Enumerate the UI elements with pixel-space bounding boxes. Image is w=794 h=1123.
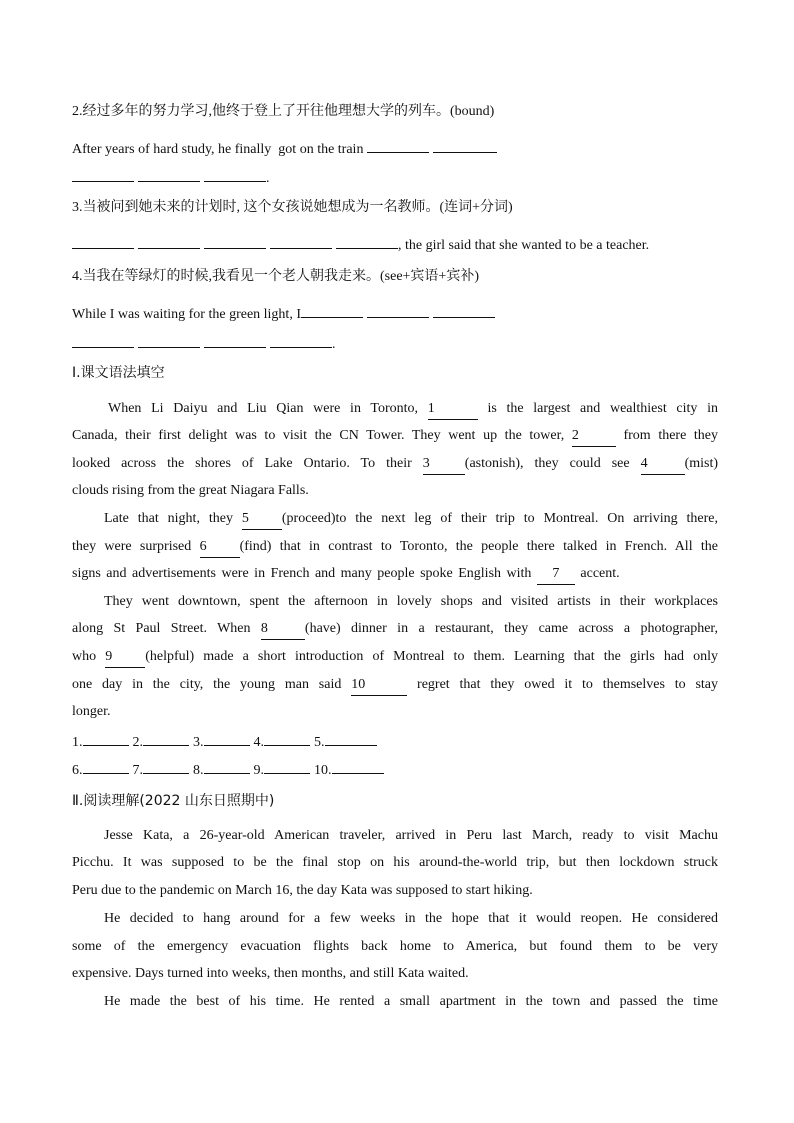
answer-blank[interactable] bbox=[264, 758, 310, 774]
passage-line bbox=[72, 399, 718, 420]
reading-line: Picchu. It was supposed to be the final stop on his around-the-world trip, but then lockdown struck bbox=[72, 855, 718, 870]
passage-line bbox=[72, 619, 718, 640]
gap-blank-8[interactable] bbox=[261, 619, 305, 640]
answer-blank[interactable] bbox=[204, 332, 266, 348]
answer-blank[interactable] bbox=[83, 758, 129, 774]
passage-text: (proceed)to the next leg of their trip to Montreal. On arriving there, bbox=[281, 511, 719, 526]
passage-text: is the largest and wealthiest city in bbox=[487, 401, 718, 416]
passage-line-end: longer. bbox=[72, 704, 111, 719]
answer-label: 9. bbox=[253, 763, 264, 778]
answer-label: 6. bbox=[72, 763, 83, 778]
passage-text: signs and advertisements were in French and many people spoke English with bbox=[72, 566, 532, 581]
answer-blank[interactable] bbox=[433, 302, 495, 318]
gap-blank-9[interactable] bbox=[105, 647, 145, 668]
gap-number: 8 bbox=[260, 621, 268, 636]
answer-blank[interactable] bbox=[301, 302, 363, 318]
passage-line bbox=[72, 454, 718, 475]
passage-text: who bbox=[72, 649, 97, 664]
gap-number: 2 bbox=[571, 428, 579, 443]
q2-answer-line-1 bbox=[72, 137, 501, 160]
gap-number: 6 bbox=[199, 539, 207, 554]
answer-blank[interactable] bbox=[138, 166, 200, 182]
reading-line: expensive. Days turned into weeks, then months, and still Kata waited. bbox=[72, 966, 469, 981]
gap-blank-7[interactable] bbox=[537, 564, 575, 585]
passage-text: from there they bbox=[623, 428, 719, 443]
passage-text: Canada, their first delight was to visit the CN Tower. They went up the tower, bbox=[72, 428, 565, 443]
gap-number: 10 bbox=[351, 677, 366, 692]
answer-row bbox=[72, 758, 384, 781]
answer-blank[interactable] bbox=[336, 233, 398, 249]
passage-text: one day in the city, the young man said bbox=[72, 677, 342, 692]
answer-blank[interactable] bbox=[433, 137, 497, 153]
passage-text: (mist) bbox=[684, 456, 719, 471]
answer-blank[interactable] bbox=[264, 730, 310, 746]
gap-blank-10[interactable] bbox=[351, 675, 407, 696]
gap-number: 1 bbox=[427, 401, 435, 416]
answer-label: 4. bbox=[253, 735, 264, 750]
answer-blank[interactable] bbox=[270, 233, 332, 249]
answer-row bbox=[72, 730, 377, 753]
answer-blank[interactable] bbox=[367, 137, 429, 153]
passage-text: (find) that in contrast to Toronto, the people there talked in French. All the bbox=[239, 539, 718, 554]
reading-line: He made the best of his time. He rented a small apartment in the town and passed the time bbox=[104, 994, 718, 1009]
passage-text: Late that night, they bbox=[104, 511, 233, 526]
passage-text: (astonish), they could see bbox=[464, 456, 630, 471]
reading-line: Peru due to the pandemic on March 16, the day Kata was supposed to start hiking. bbox=[72, 883, 533, 898]
q4-answer-line-1 bbox=[72, 302, 499, 325]
answer-label: 8. bbox=[193, 763, 204, 778]
q4-answer-line-2: . bbox=[72, 332, 336, 355]
reading-line: Jesse Kata, a 26-year-old American traveler, arrived in Peru last March, ready to visit Machu bbox=[104, 828, 718, 843]
answer-label: 10. bbox=[314, 763, 332, 778]
answer-blank[interactable] bbox=[72, 332, 134, 348]
section-2-title: Ⅱ.阅读理解(2022 山东日照期中) bbox=[72, 793, 275, 809]
passage-line bbox=[72, 426, 718, 447]
answer-label: 2. bbox=[132, 735, 143, 750]
answer-blank[interactable] bbox=[138, 233, 200, 249]
gap-number: 4 bbox=[640, 456, 648, 471]
passage-text: regret that they owed it to themselves to stay bbox=[417, 677, 719, 692]
passage-text: (helpful) made a short introduction of Montreal to them. Learning that the girls had only bbox=[145, 649, 718, 664]
answer-blank[interactable] bbox=[367, 302, 429, 318]
gap-blank-3[interactable] bbox=[423, 454, 465, 475]
passage-text: accent. bbox=[580, 566, 620, 581]
passage-line bbox=[72, 675, 718, 696]
answer-blank[interactable] bbox=[270, 332, 332, 348]
answer-label: 3. bbox=[193, 735, 204, 750]
answer-label: 7. bbox=[132, 763, 143, 778]
passage-text: along St Paul Street. When bbox=[72, 621, 251, 636]
answer-blank[interactable] bbox=[204, 166, 266, 182]
gap-blank-4[interactable] bbox=[641, 454, 685, 475]
passage-text: (have) dinner in a restaurant, they came across a photographer, bbox=[304, 621, 719, 636]
gap-blank-1[interactable] bbox=[428, 399, 478, 420]
passage-line bbox=[72, 647, 718, 668]
gap-blank-2[interactable] bbox=[572, 426, 616, 447]
passage-line bbox=[72, 509, 718, 530]
gap-number: 9 bbox=[105, 649, 113, 664]
gap-number: 5 bbox=[241, 511, 249, 526]
passage-line bbox=[72, 564, 620, 585]
reading-line: He decided to hang around for a few weeks in the hope that it would reopen. He considered bbox=[104, 911, 718, 926]
answer-label: 5. bbox=[314, 735, 325, 750]
answer-blank[interactable] bbox=[204, 233, 266, 249]
answer-blank[interactable] bbox=[204, 758, 250, 774]
passage-text: When Li Daiyu and Liu Qian were in Toronto, bbox=[108, 401, 419, 416]
answer-blank[interactable] bbox=[204, 730, 250, 746]
gap-number: 7 bbox=[552, 566, 560, 581]
reading-line: some of the emergency evacuation flights back home to America, but found them to be very bbox=[72, 939, 718, 954]
passage-line bbox=[72, 537, 718, 558]
q2-answer-line-2: . bbox=[72, 166, 270, 189]
q4-prompt: 4.当我在等绿灯的时候,我看见一个老人朝我走来。(see+宾语+宾补) bbox=[72, 269, 479, 284]
passage-text: looked across the shores of Lake Ontario. To their bbox=[72, 456, 412, 471]
answer-blank[interactable] bbox=[325, 730, 377, 746]
passage-text: they were surprised bbox=[72, 539, 192, 554]
q4-answer-start: While I was waiting for the green light, I bbox=[72, 307, 301, 322]
q3-answer-line bbox=[72, 233, 649, 256]
answer-blank[interactable] bbox=[332, 758, 384, 774]
gap-blank-6[interactable] bbox=[200, 537, 240, 558]
answer-blank[interactable] bbox=[143, 730, 189, 746]
answer-label: 1. bbox=[72, 735, 83, 750]
answer-blank[interactable] bbox=[83, 730, 129, 746]
answer-blank[interactable] bbox=[72, 233, 134, 249]
answer-blank[interactable] bbox=[72, 166, 134, 182]
q2-answer-start: After years of hard study, he finally got on the train bbox=[72, 142, 364, 157]
passage-line-end: clouds rising from the great Niagara Falls. bbox=[72, 483, 309, 498]
gap-number: 3 bbox=[422, 456, 430, 471]
section-1-title: Ⅰ.课文语法填空 bbox=[72, 365, 165, 381]
answer-blank[interactable] bbox=[143, 758, 189, 774]
gap-blank-5[interactable] bbox=[242, 509, 282, 530]
q3-prompt: 3.当被问到她未来的计划时, 这个女孩说她想成为一名教师。(连词+分词) bbox=[72, 200, 513, 215]
answer-blank[interactable] bbox=[138, 332, 200, 348]
q3-answer-end: , the girl said that she wanted to be a teacher. bbox=[398, 238, 650, 253]
passage-line: They went downtown, spent the afternoon in lovely shops and visited artists in their workplaces bbox=[104, 594, 718, 609]
q2-prompt: 2.经过多年的努力学习,他终于登上了开往他理想大学的列车。(bound) bbox=[72, 104, 495, 119]
